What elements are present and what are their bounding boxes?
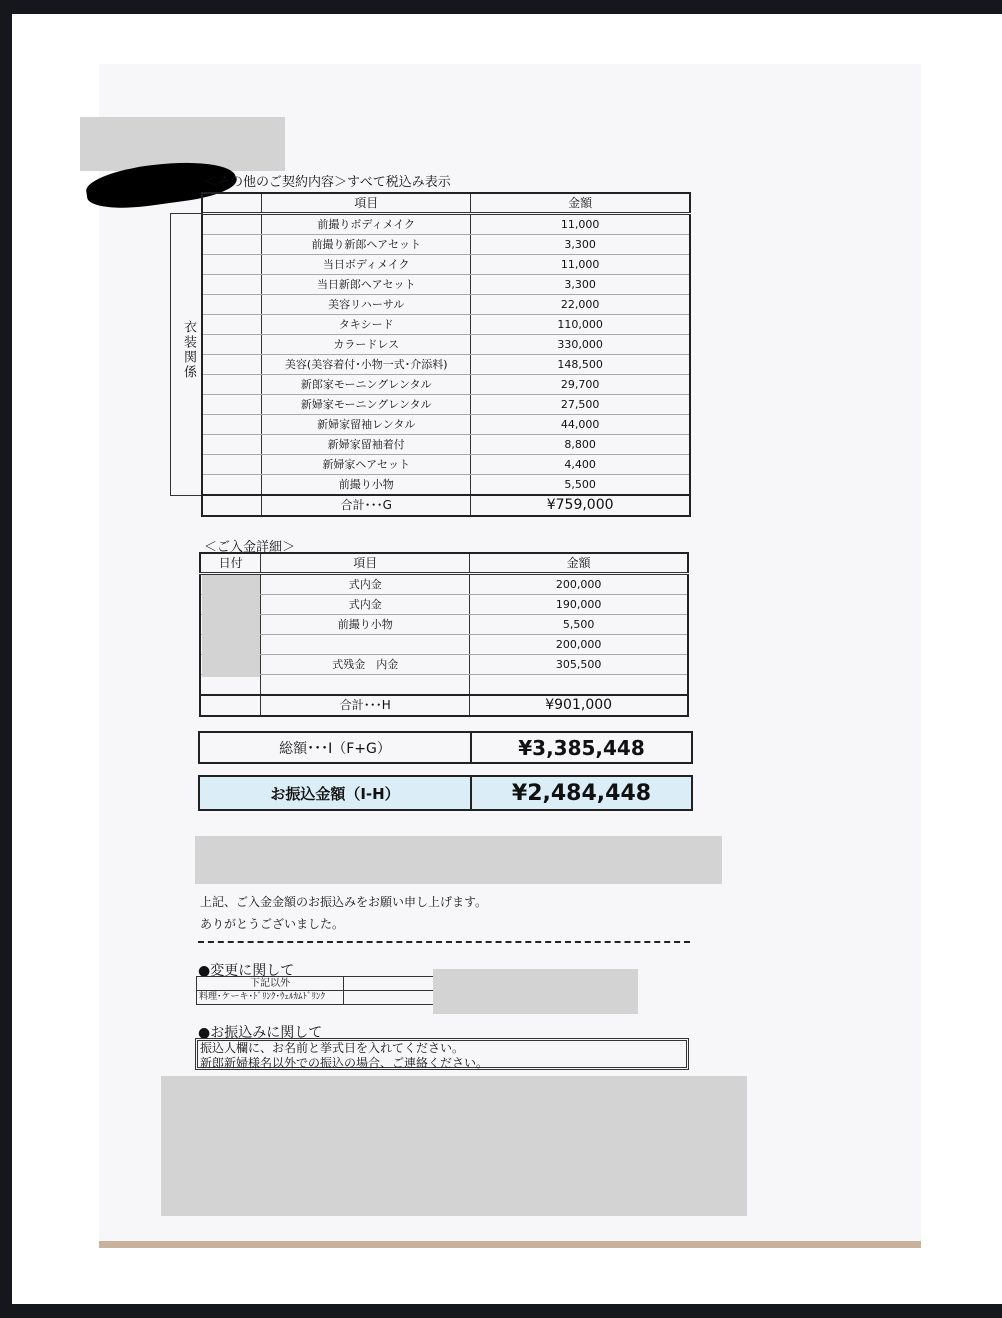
- grand-total-box: [198, 731, 693, 764]
- contract-row-amount: 330,000: [471, 335, 690, 355]
- contract-row-blank: [202, 435, 262, 455]
- payments-row-item: 式内金: [261, 574, 470, 595]
- payments-row-amount: 305,500: [470, 655, 688, 675]
- payments-row-amount: 200,000: [470, 574, 688, 595]
- payments-header-item: 項目: [261, 553, 470, 574]
- contract-row-amount: 22,000: [471, 295, 690, 315]
- payments-row: [200, 574, 688, 595]
- contract-row-item: 当日新郎ヘアセット: [262, 275, 471, 295]
- costume-side-label-box: [170, 213, 203, 496]
- contract-row-blank: [202, 415, 262, 435]
- transfer-notes-box: [195, 1038, 689, 1070]
- payments-row-amount: 200,000: [470, 635, 688, 655]
- payments-row: [200, 635, 688, 655]
- redacted-dates: [202, 575, 260, 677]
- contract-row-amount: 3,300: [471, 275, 690, 295]
- payments-row-blank: [200, 675, 261, 696]
- contract-row: [202, 255, 690, 275]
- message-line-2: ありがとうございました。: [200, 917, 345, 931]
- contract-row-item: 前撮りボディメイク: [262, 214, 471, 235]
- contract-row: [202, 214, 690, 235]
- payments-section-title: ＜ご入金詳細＞: [204, 540, 296, 555]
- payments-row-item: [261, 635, 470, 655]
- payments-row: [200, 595, 688, 615]
- contract-row-item: 前撮り小物: [262, 475, 471, 496]
- payments-row-item: 式残金 内金: [261, 655, 470, 675]
- payments-row: [200, 655, 688, 675]
- contract-row-item: 美容(美容着付･小物一式･介添料): [262, 355, 471, 375]
- contract-row-item: カラードレス: [262, 335, 471, 355]
- contract-row-amount: 8,800: [471, 435, 690, 455]
- contract-row: [202, 435, 690, 455]
- contract-row-blank: [202, 455, 262, 475]
- contract-section-title: ＜その他のご契約内容＞すべて税込み表示: [204, 175, 451, 190]
- redacted-change-details: [433, 969, 638, 1014]
- contract-row-amount: 11,000: [471, 255, 690, 275]
- contract-row-item: 当日ボディメイク: [262, 255, 471, 275]
- contract-row-amount: 11,000: [471, 214, 690, 235]
- contract-row-amount: 27,500: [471, 395, 690, 415]
- changes-col2: 料理･ケーキ･ﾄﾞﾘﾝｸ･ｳｪﾙｶﾑﾄﾞﾘﾝｸ: [197, 991, 344, 1005]
- contract-row-amount: 148,500: [471, 355, 690, 375]
- contract-row: [202, 475, 690, 496]
- contract-row-blank: [202, 475, 262, 496]
- contract-total-label: 合計･･･G: [262, 495, 471, 516]
- changes-section-title: ●変更に関して: [198, 963, 295, 979]
- contract-row-amount: 5,500: [471, 475, 690, 496]
- contract-total-amount: ¥759,000: [471, 495, 690, 516]
- payments-row: [200, 675, 688, 696]
- message-line-1: 上記、ご入金金額のお振込みをお願い申し上げます。: [200, 895, 488, 909]
- contract-row: [202, 315, 690, 335]
- contract-row-item: 美容リハーサル: [262, 295, 471, 315]
- payments-header-date: 日付: [200, 553, 261, 574]
- contract-row-item: 新婦家留袖着付: [262, 435, 471, 455]
- contract-row-blank: [202, 335, 262, 355]
- payments-row-item: 前撮り小物: [261, 615, 470, 635]
- contract-row: [202, 295, 690, 315]
- contract-row: [202, 335, 690, 355]
- redacted-footer: [161, 1076, 747, 1216]
- contract-row: [202, 235, 690, 255]
- contract-header-blank: [202, 193, 262, 214]
- contract-row-blank: [202, 355, 262, 375]
- contract-header-item: 項目: [262, 193, 471, 214]
- contract-row-blank: [202, 214, 262, 235]
- contract-total-blank: [202, 495, 262, 516]
- payments-row-amount: [470, 675, 688, 696]
- paper-bottom-edge: [99, 1241, 921, 1248]
- contract-row: [202, 415, 690, 435]
- contract-row-blank: [202, 275, 262, 295]
- contract-row: [202, 355, 690, 375]
- payments-row-amount: 5,500: [470, 615, 688, 635]
- contract-header-amount: 金額: [471, 193, 690, 214]
- contract-row-blank: [202, 395, 262, 415]
- transfer-amount-value: ¥2,484,448: [511, 780, 652, 806]
- payments-row-item: 式内金: [261, 595, 470, 615]
- contract-row-amount: 4,400: [471, 455, 690, 475]
- transfer-notes-line-2: 新郎新婦様名以外での振込の場合、ご連絡ください。: [200, 1056, 489, 1070]
- contract-row-blank: [202, 255, 262, 275]
- contract-row-amount: 44,000: [471, 415, 690, 435]
- contract-table: [201, 192, 691, 517]
- transfer-amount-box: [198, 775, 693, 811]
- contract-row-item: タキシード: [262, 315, 471, 335]
- costume-side-label: 衣装関係: [181, 320, 196, 380]
- contract-row-blank: [202, 235, 262, 255]
- contract-row-amount: 3,300: [471, 235, 690, 255]
- contract-row-blank: [202, 295, 262, 315]
- contract-row-item: 新婦家ヘアセット: [262, 455, 471, 475]
- contract-row-blank: [202, 315, 262, 335]
- payments-total-blank: [200, 695, 261, 716]
- contract-row: [202, 375, 690, 395]
- changes-cell: [344, 991, 439, 1005]
- transfer-notes-title: ●お振込みに関して: [198, 1025, 323, 1041]
- grand-total-amount: ¥3,385,448: [518, 735, 645, 760]
- grand-total-label: 総額･･･I（F+G）: [200, 733, 472, 762]
- contract-row-amount: 110,000: [471, 315, 690, 335]
- contract-row: [202, 455, 690, 475]
- payments-row-amount: 190,000: [470, 595, 688, 615]
- contract-row-item: 新婦家モーニングレンタル: [262, 395, 471, 415]
- contract-row: [202, 275, 690, 295]
- payments-total-label: 合計･･･H: [261, 695, 470, 716]
- changes-col1: 下記以外: [197, 977, 344, 991]
- contract-row-item: 前撮り新郎ヘアセット: [262, 235, 471, 255]
- transfer-notes-line-1: 振込人欄に、お名前と挙式日を入れてください。: [200, 1041, 465, 1055]
- redacted-bank-info: [195, 836, 722, 884]
- contract-row-amount: 29,700: [471, 375, 690, 395]
- payments-header-amount: 金額: [470, 553, 688, 574]
- payments-row-item: [261, 675, 470, 696]
- payments-table: [199, 552, 689, 717]
- contract-row-item: 新婦家留袖レンタル: [262, 415, 471, 435]
- payments-row: [200, 615, 688, 635]
- transfer-amount-label: お振込金額（I-H）: [200, 777, 472, 809]
- contract-row: [202, 395, 690, 415]
- contract-row-item: 新郎家モーニングレンタル: [262, 375, 471, 395]
- dashed-divider: [198, 941, 690, 943]
- payments-total-amount: ¥901,000: [470, 695, 688, 716]
- changes-cell: [344, 977, 439, 991]
- contract-row-blank: [202, 375, 262, 395]
